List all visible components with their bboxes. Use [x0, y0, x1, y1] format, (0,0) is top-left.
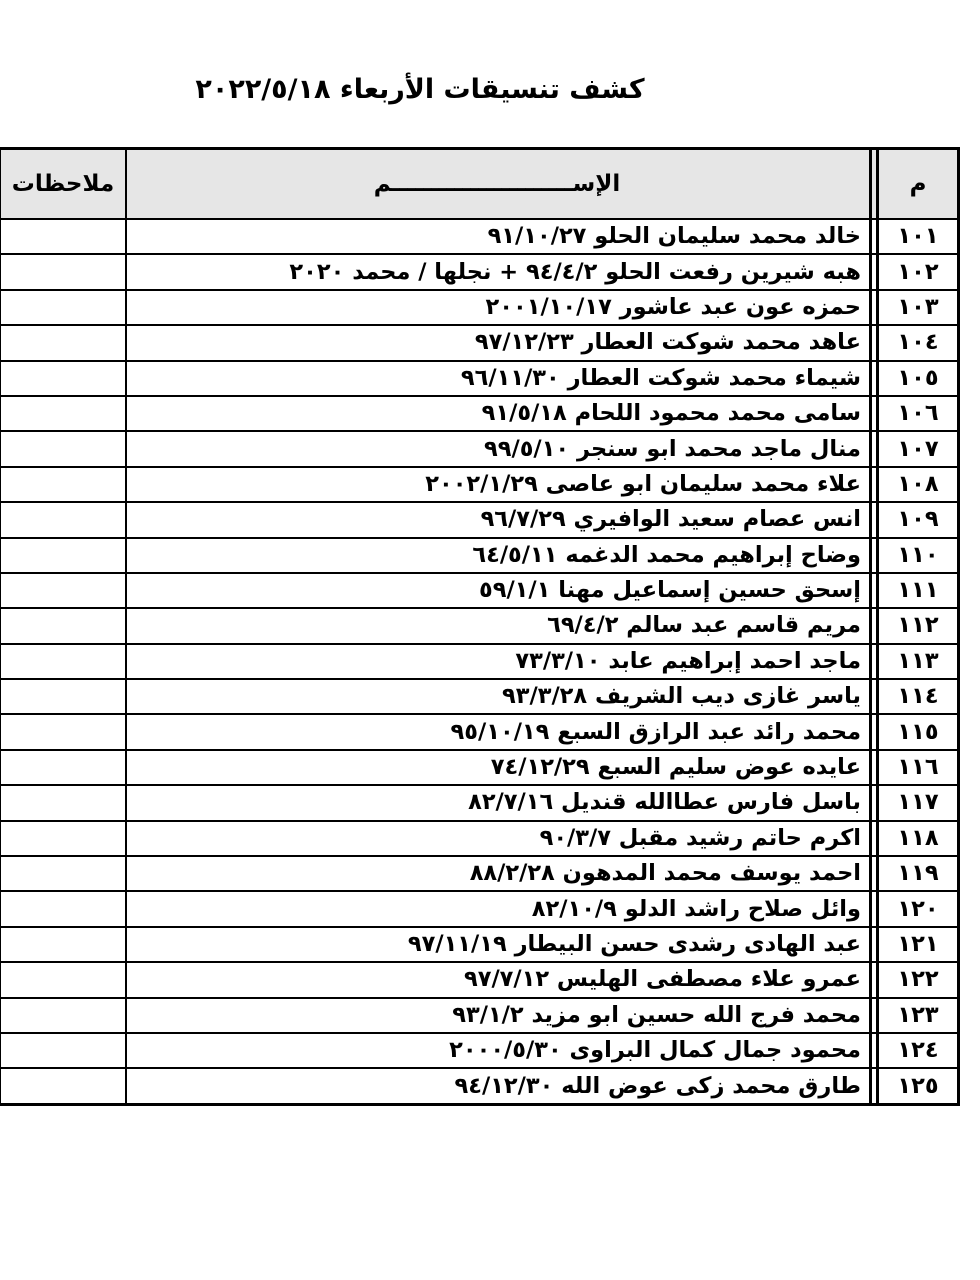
row-notes	[0, 502, 126, 537]
row-number: ١٢٠	[878, 891, 959, 926]
row-notes	[0, 325, 126, 360]
table-row	[0, 891, 959, 926]
row-name: عايده عوض سليم السبع ٧٤/١٢/٢٩	[126, 750, 871, 785]
column-divider	[871, 467, 878, 502]
row-name: هبه شيرين رفعت الحلو ٩٤/٤/٢ + نجلها / محمد ٢٠٢٠	[126, 254, 871, 289]
row-name: محمد فرج الله حسين ابو مزيد ٩٣/١/٢	[126, 998, 871, 1033]
table-row	[0, 821, 959, 856]
row-name: وضاح إبراهيم محمد الدغمه ٦٤/٥/١١	[126, 538, 871, 573]
table-header-row	[0, 149, 959, 220]
column-divider	[871, 821, 878, 856]
column-divider	[871, 573, 878, 608]
column-divider	[871, 290, 878, 325]
table-row	[0, 608, 959, 643]
row-notes	[0, 361, 126, 396]
row-number: ١١٥	[878, 714, 959, 749]
row-notes	[0, 396, 126, 431]
table-body	[0, 219, 959, 1104]
row-number: ١٢٤	[878, 1033, 959, 1068]
row-number: ١١٣	[878, 644, 959, 679]
column-divider	[871, 538, 878, 573]
table-row	[0, 785, 959, 820]
table-row	[0, 325, 959, 360]
table-row	[0, 1068, 959, 1104]
row-name: احمد يوسف محمد المدهون ٨٨/٢/٢٨	[126, 856, 871, 891]
row-number: ١٠٨	[878, 467, 959, 502]
row-name: سامى محمد محمود اللحام ٩١/٥/١٨	[126, 396, 871, 431]
table-row	[0, 750, 959, 785]
column-divider	[871, 608, 878, 643]
column-divider	[871, 254, 878, 289]
row-name: محمود جمال كمال البراوى ٢٠٠٠/٥/٣٠	[126, 1033, 871, 1068]
column-divider	[871, 856, 878, 891]
page-title: كشف تنسيقات الأربعاء ٢٠٢٢/٥/١٨	[195, 74, 645, 105]
row-notes	[0, 927, 126, 962]
row-name: محمد رائد عبد الرازق السبع ٩٥/١٠/١٩	[126, 714, 871, 749]
table-row	[0, 290, 959, 325]
row-number: ١٢٣	[878, 998, 959, 1033]
column-divider	[871, 962, 878, 997]
column-divider	[871, 1033, 878, 1068]
column-divider	[871, 891, 878, 926]
row-number: ١٠٢	[878, 254, 959, 289]
row-name: إسحق حسين إسماعيل مهنا ٥٩/١/١	[126, 573, 871, 608]
row-name: طارق محمد زكى عوض الله ٩٤/١٢/٣٠	[126, 1068, 871, 1104]
row-number: ١٠٣	[878, 290, 959, 325]
column-divider	[871, 644, 878, 679]
table-row	[0, 502, 959, 537]
row-number: ١١٢	[878, 608, 959, 643]
row-number: ١٠٦	[878, 396, 959, 431]
column-divider	[871, 714, 878, 749]
row-number: ١٢١	[878, 927, 959, 962]
row-name: خالد محمد سليمان الحلو ٩١/١٠/٢٧	[126, 219, 871, 254]
row-notes	[0, 750, 126, 785]
column-divider	[871, 361, 878, 396]
table-row	[0, 431, 959, 466]
row-name: عبد الهادى رشدى حسن البيطار ٩٧/١١/١٩	[126, 927, 871, 962]
table-row	[0, 927, 959, 962]
names-table	[0, 147, 960, 1106]
row-notes	[0, 962, 126, 997]
row-notes	[0, 254, 126, 289]
header-notes: ملاحظات	[0, 149, 126, 220]
row-notes	[0, 1033, 126, 1068]
row-notes	[0, 219, 126, 254]
row-name: اكرم حاتم رشيد مقبل ٩٠/٣/٧	[126, 821, 871, 856]
row-number: ١٢٥	[878, 1068, 959, 1104]
row-name: ماجد احمد إبراهيم عابد ٧٣/٣/١٠	[126, 644, 871, 679]
table-row	[0, 644, 959, 679]
row-number: ١١٠	[878, 538, 959, 573]
row-name: عمرو علاء مصطفى الهليس ٩٧/٧/١٢	[126, 962, 871, 997]
row-name: انس عصام سعيد الوافيري ٩٦/٧/٢٩	[126, 502, 871, 537]
table-row	[0, 219, 959, 254]
column-divider	[871, 396, 878, 431]
column-divider	[871, 219, 878, 254]
row-name: شيماء محمد شوكت العطار ٩٦/١١/٣٠	[126, 361, 871, 396]
row-notes	[0, 714, 126, 749]
column-divider	[871, 1068, 878, 1104]
column-divider	[871, 679, 878, 714]
row-notes	[0, 431, 126, 466]
column-divider	[871, 325, 878, 360]
column-divider	[871, 750, 878, 785]
column-divider	[871, 927, 878, 962]
row-notes	[0, 644, 126, 679]
row-number: ١١٦	[878, 750, 959, 785]
column-divider	[871, 502, 878, 537]
row-name: علاء محمد سليمان ابو عاصى ٢٠٠٢/١/٢٩	[126, 467, 871, 502]
table-row	[0, 962, 959, 997]
row-number: ١١١	[878, 573, 959, 608]
row-notes	[0, 573, 126, 608]
header-number: م	[878, 149, 959, 220]
column-divider	[871, 785, 878, 820]
row-name: وائل صلاح راشد الدلو ٨٢/١٠/٩	[126, 891, 871, 926]
table-row	[0, 467, 959, 502]
column-divider	[871, 149, 878, 220]
table-row	[0, 714, 959, 749]
row-notes	[0, 998, 126, 1033]
row-number: ١٠٤	[878, 325, 959, 360]
header-name: الإســـــــــــــــــــــــم	[126, 149, 871, 220]
row-number: ١٠١	[878, 219, 959, 254]
row-notes	[0, 290, 126, 325]
table-row	[0, 856, 959, 891]
column-divider	[871, 431, 878, 466]
table-row	[0, 998, 959, 1033]
table-row	[0, 679, 959, 714]
row-notes	[0, 679, 126, 714]
row-notes	[0, 856, 126, 891]
row-notes	[0, 608, 126, 643]
row-name: عاهد محمد شوكت العطار ٩٧/١٢/٢٣	[126, 325, 871, 360]
row-number: ١٢٢	[878, 962, 959, 997]
row-notes	[0, 538, 126, 573]
row-name: حمزه عون عبد عاشور ٢٠٠١/١٠/١٧	[126, 290, 871, 325]
row-notes	[0, 891, 126, 926]
row-name: مريم قاسم عبد سالم ٦٩/٤/٢	[126, 608, 871, 643]
table-row	[0, 1033, 959, 1068]
row-number: ١٠٩	[878, 502, 959, 537]
row-number: ١١٧	[878, 785, 959, 820]
table-row	[0, 396, 959, 431]
row-number: ١٠٥	[878, 361, 959, 396]
row-notes	[0, 1068, 126, 1104]
row-name: باسل فارس عطاالله قنديل ٨٢/٧/١٦	[126, 785, 871, 820]
row-number: ١١٤	[878, 679, 959, 714]
table-row	[0, 573, 959, 608]
row-number: ١١٩	[878, 856, 959, 891]
row-number: ١٠٧	[878, 431, 959, 466]
row-name: منال ماجد محمد ابو سنجر ٩٩/٥/١٠	[126, 431, 871, 466]
table-row	[0, 538, 959, 573]
column-divider	[871, 998, 878, 1033]
row-notes	[0, 821, 126, 856]
row-number: ١١٨	[878, 821, 959, 856]
row-name: ياسر غازى ديب الشريف ٩٣/٣/٢٨	[126, 679, 871, 714]
table-row	[0, 361, 959, 396]
table-row	[0, 254, 959, 289]
row-notes	[0, 785, 126, 820]
row-notes	[0, 467, 126, 502]
